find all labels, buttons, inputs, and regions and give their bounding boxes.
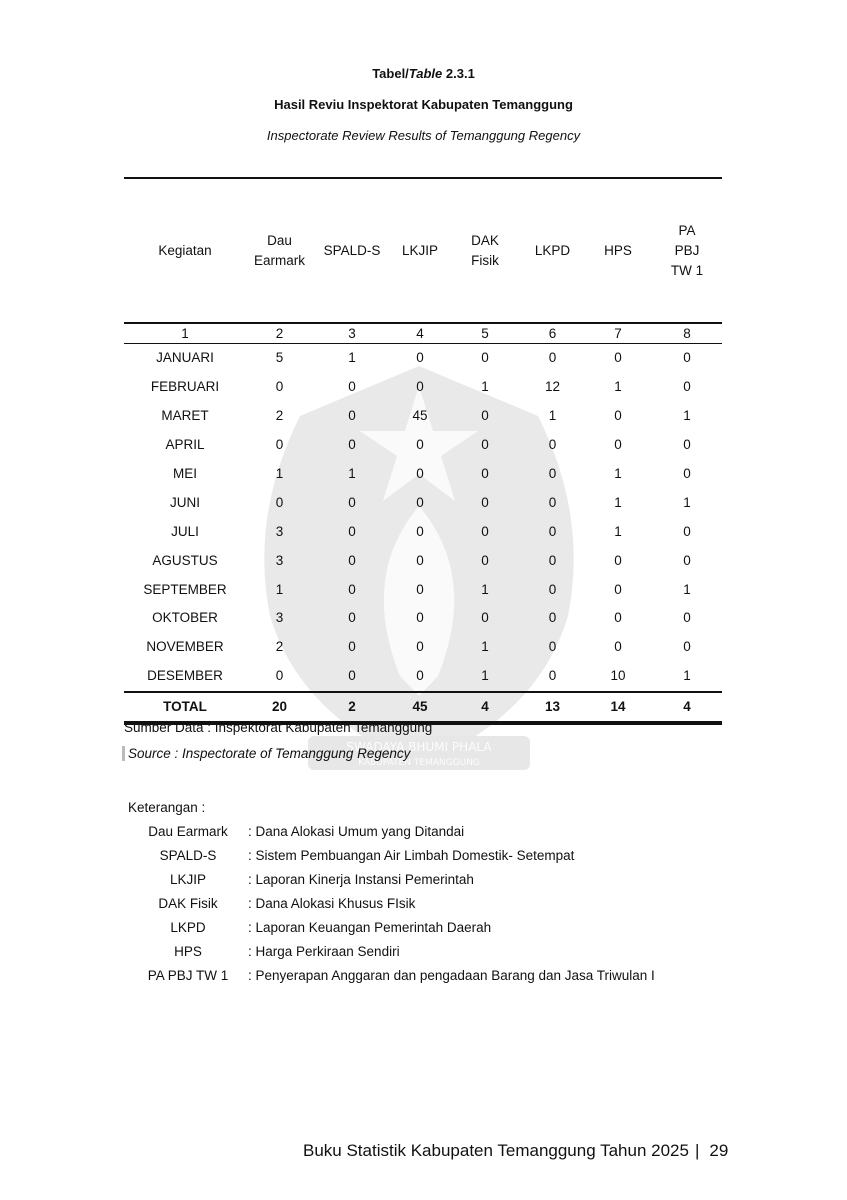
table-cell: 1 [275, 581, 284, 597]
table-cell: 0 [548, 350, 557, 366]
table-cell: 0 [683, 379, 691, 395]
header-spald-s: SPALD-S [323, 242, 381, 258]
note-item [128, 891, 655, 915]
row-label: MARET [161, 408, 209, 424]
total-cell: 20 [271, 698, 288, 714]
note-item [128, 939, 655, 963]
note-term: SPALD-S [159, 847, 217, 863]
table-cell: 0 [614, 552, 622, 568]
note-term: PA PBJ TW 1 [147, 967, 229, 983]
table-cell: 0 [348, 437, 356, 453]
table-cell: 0 [416, 466, 424, 481]
table-cell: 1 [614, 379, 622, 395]
table-title: Hasil Reviu Inspektorat Kabupaten Temanggung [274, 97, 573, 112]
table-cell: 0 [416, 437, 424, 453]
table-row [124, 488, 722, 517]
table-cell: 0 [481, 552, 489, 568]
table-row [124, 604, 722, 633]
row-label: DESEMBER [147, 668, 223, 684]
table-cell: 1 [683, 494, 691, 510]
table-row [124, 373, 722, 402]
table-cell: 0 [416, 639, 424, 655]
table-cell: 0 [683, 437, 691, 453]
header-dau-earmark: Dau Earmark [254, 232, 306, 268]
source-note-id: Sumber Data : Inspektorat Kabupaten Temanggung [124, 720, 433, 735]
table-cell: 0 [416, 350, 424, 366]
table-cell: 0 [548, 523, 557, 539]
table-cell: 0 [481, 350, 489, 366]
table-cell: 0 [683, 552, 691, 568]
table-cell: 0 [548, 610, 557, 626]
total-cell: 45 [412, 698, 428, 714]
column-number: 7 [614, 326, 622, 341]
table-cell: 0 [683, 350, 691, 366]
column-number: 3 [348, 326, 356, 341]
note-term: HPS [174, 943, 202, 959]
row-label: NOVEMBER [146, 639, 224, 655]
table-label-italic: Table [408, 66, 443, 81]
watermark-motto: SWADAYA BHUMI PHALA [346, 740, 492, 754]
table-cell: 1 [683, 581, 691, 597]
row-label: APRIL [165, 437, 205, 453]
notes-list [128, 819, 655, 987]
row-label: FEBRUARI [150, 379, 220, 395]
header-pa-pbj-tw1: PA PBJ TW 1 [670, 222, 704, 278]
table-cell: 0 [275, 437, 284, 453]
table-cell: 0 [481, 408, 489, 424]
row-label: OKTOBER [152, 610, 218, 626]
column-number: 6 [548, 326, 557, 341]
table-cell: 0 [548, 466, 557, 481]
table-cell: 0 [614, 437, 622, 453]
table-cell: 0 [348, 408, 356, 424]
table-cell: 1 [683, 668, 691, 684]
table-cell: 0 [275, 379, 284, 395]
table-cell: 1 [614, 523, 622, 539]
table-cell: 0 [548, 581, 557, 597]
table-row [124, 575, 722, 604]
table-cell: 0 [416, 552, 424, 568]
table-cell: 2 [275, 408, 284, 424]
table-cell: 0 [481, 523, 489, 539]
notes-section [128, 800, 655, 987]
note-definition: : Harga Perkiraan Sendiri [248, 943, 400, 959]
column-number: 8 [683, 326, 691, 341]
total-label: TOTAL [163, 698, 207, 714]
table-cell: 0 [614, 610, 622, 626]
table-cell: 1 [275, 466, 284, 481]
table-row [124, 546, 722, 575]
table-cell: 0 [416, 610, 424, 626]
total-cell: 2 [348, 698, 356, 714]
column-number-row [124, 324, 722, 344]
table-cell: 0 [683, 639, 691, 655]
table-cell: 0 [548, 437, 557, 453]
header-dak-fisik: DAK Fisik [471, 232, 499, 268]
table-cell: 0 [348, 610, 356, 626]
table-cell: 0 [548, 639, 557, 655]
table-cell: 0 [348, 581, 356, 597]
table-cell: 0 [348, 639, 356, 655]
table-cell: 0 [348, 523, 356, 539]
table-cell: 0 [548, 668, 557, 684]
note-term: LKPD [170, 919, 206, 935]
table-cell: 0 [683, 523, 691, 539]
table-cell: 1 [481, 581, 489, 597]
note-definition: : Sistem Pembuangan Air Limbah Domestik- Setempat [248, 847, 575, 863]
table-header-row [124, 179, 722, 322]
table-cell: 5 [275, 350, 284, 366]
table-cell: 12 [544, 379, 561, 395]
footer-text: Buku Statistik Kabupaten Temanggung Tahun 2025 [303, 1141, 689, 1160]
table-row [124, 431, 722, 460]
note-item [128, 819, 655, 843]
row-label: MEI [172, 466, 197, 481]
table-cell: 1 [348, 350, 356, 366]
table-total-row [124, 691, 722, 721]
table-cell: 1 [614, 466, 622, 481]
note-definition: : Penyerapan Anggaran dan pengadaan Barang dan Jasa Triwulan I [248, 967, 655, 983]
total-cell: 14 [610, 698, 626, 714]
table-row [124, 460, 722, 489]
table-cell: 3 [275, 610, 284, 626]
table-label [0, 66, 847, 81]
note-definition: : Dana Alokasi Umum yang Ditandai [248, 823, 465, 839]
table-subtitle: Inspectorate Review Results of Temanggung Regency [266, 128, 581, 143]
table-row [124, 662, 722, 691]
table-cell: 0 [614, 581, 622, 597]
data-table [124, 177, 722, 725]
note-definition: : Dana Alokasi Khusus FIsik [248, 895, 416, 911]
table-row [124, 402, 722, 431]
table-cell: 1 [683, 408, 691, 424]
page-footer [303, 1141, 728, 1161]
table-cell: 1 [548, 408, 557, 424]
note-item [128, 963, 655, 987]
table-cell: 0 [416, 668, 424, 684]
header-lkpd: LKPD [534, 242, 571, 258]
table-cell: 45 [412, 408, 428, 424]
table-cell: 0 [348, 668, 356, 684]
table-cell: 0 [275, 668, 284, 684]
header-kegiatan: Kegiatan [158, 242, 212, 258]
table-cell: 1 [481, 379, 489, 395]
footer-separator: | [694, 1141, 700, 1160]
table-cell: 0 [348, 494, 356, 510]
table-row [124, 633, 722, 662]
note-item [128, 867, 655, 891]
table-cell: 0 [548, 494, 557, 510]
notes-title: Keterangan : [128, 800, 206, 815]
table-cell: 0 [416, 494, 424, 510]
table-cell: 1 [614, 494, 622, 510]
table-cell: 2 [275, 639, 284, 655]
note-definition: : Laporan Kinerja Instansi Pemerintah [248, 871, 474, 887]
table-cell: 0 [416, 523, 424, 539]
total-cell: 4 [683, 698, 691, 714]
table-row [124, 517, 722, 546]
table-cell: 0 [548, 552, 557, 568]
table-cell: 0 [481, 494, 489, 510]
total-cell: 4 [481, 698, 489, 714]
table-cell: 3 [275, 523, 284, 539]
table-cell: 3 [275, 552, 284, 568]
table-cell: 0 [481, 610, 489, 626]
note-term: Dau Earmark [148, 823, 228, 839]
table-cell: 1 [481, 668, 489, 684]
table-cell: 1 [481, 639, 489, 655]
column-number: 1 [181, 326, 189, 341]
row-label: JULI [171, 523, 199, 539]
column-number: 5 [481, 326, 489, 341]
note-term: LKJIP [169, 871, 207, 887]
row-label: JANUARI [156, 350, 214, 366]
table-cell: 0 [683, 610, 691, 626]
column-number: 2 [275, 326, 284, 341]
header-hps: HPS [604, 242, 632, 258]
header-lkjip: LKJIP [401, 242, 439, 258]
table-cell: 10 [610, 668, 626, 684]
table-cell: 0 [614, 639, 622, 655]
table-cell: 0 [348, 379, 356, 395]
table-cell: 0 [416, 379, 424, 395]
table-cell: 0 [614, 408, 622, 424]
note-definition: : Laporan Keuangan Pemerintah Daerah [248, 919, 492, 935]
table-cell: 1 [348, 466, 356, 481]
note-item [128, 843, 655, 867]
table-cell: 0 [348, 552, 356, 568]
table-cell: 0 [481, 466, 489, 481]
total-cell: 13 [544, 698, 561, 714]
row-label: AGUSTUS [152, 552, 218, 568]
table-label-number: 2.3.1 [442, 66, 475, 81]
note-item [128, 915, 655, 939]
page-number: 29 [709, 1141, 729, 1160]
table-row [124, 344, 722, 373]
table-cell: 0 [614, 350, 622, 366]
table-body [124, 344, 722, 691]
table-cell: 0 [275, 494, 284, 510]
table-cell: 0 [683, 466, 691, 481]
table-cell: 0 [416, 581, 424, 597]
watermark-region: KABUPATEN TEMANGGUNG [358, 758, 480, 768]
table-cell: 0 [481, 437, 489, 453]
table-label-prefix: Tabel/ [372, 66, 409, 81]
row-label: SEPTEMBER [143, 581, 227, 597]
column-number: 4 [416, 326, 424, 341]
row-label: JUNI [170, 494, 200, 510]
source-note-en: Source : Inspectorate of Temanggung Regency [122, 746, 410, 761]
note-term: DAK Fisik [158, 895, 218, 911]
